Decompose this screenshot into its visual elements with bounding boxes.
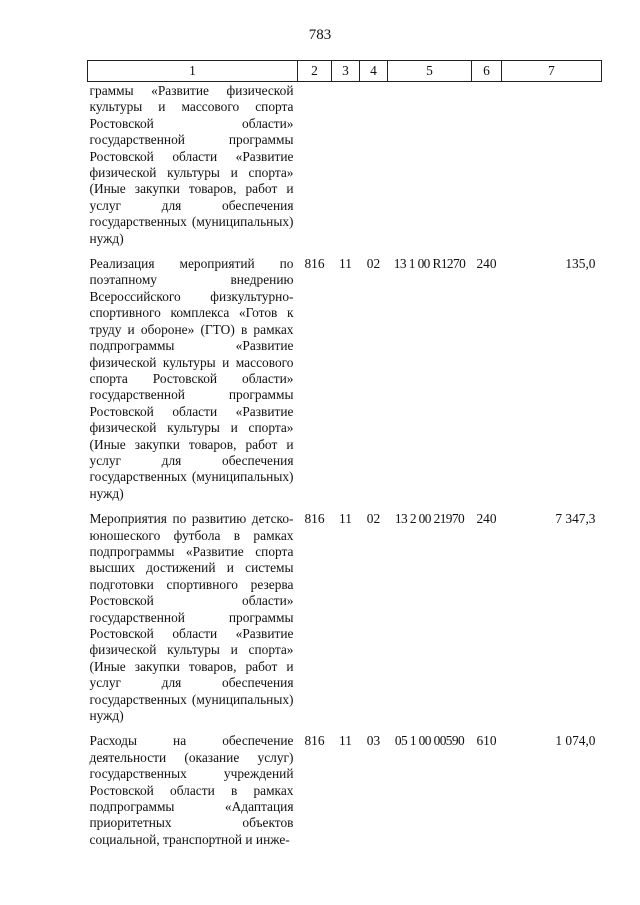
row-expense-type: [472, 82, 502, 254]
row-description: граммы «Развитие физической культуры и массового спорта Ростовской области» государственной программы Ростовской области «Развитие физической культуры и спорта» (Иные закупки товаров, работ и услуг для обеспечения государственных (муниципальных) нужд): [89, 83, 294, 246]
table-header: [88, 61, 602, 82]
row-amount: 7 347,3: [555, 511, 596, 527]
row-ministry-code: 816: [304, 256, 325, 272]
table-row: [88, 253, 602, 508]
row-target-article: 13 2 00 21970: [394, 511, 465, 527]
header-row: [88, 61, 602, 82]
row-subsection-code: 02: [366, 256, 381, 272]
row-target-article: 05 1 00 00590: [394, 733, 465, 749]
table-row: [88, 508, 602, 730]
row-section-code: [332, 82, 360, 254]
row-amount: 1 074,0: [555, 733, 596, 749]
row-subsection-code: 03: [366, 733, 381, 749]
budget-table-container: [87, 60, 601, 854]
row-amount: 135,0: [565, 256, 596, 272]
table-row: [88, 730, 602, 854]
row-ministry-code: 816: [304, 733, 325, 749]
row-subsection-code: 02: [366, 511, 381, 527]
row-amount: [502, 82, 602, 254]
row-target-article: [388, 82, 472, 254]
header-col-3: 3: [332, 61, 360, 82]
header-col-7: 7: [502, 61, 602, 82]
row-expense-type: 240: [476, 256, 497, 272]
row-expense-type: 610: [476, 733, 497, 749]
table-row: [88, 82, 602, 254]
row-target-article: 13 1 00 R1270: [393, 256, 466, 272]
page-number: 783: [308, 27, 332, 43]
row-description: Реализация мероприятий по поэтапному внедрению Всероссийского физкультурно-спортивного комплекса «Готов к труду и обороне» (ГТО) в рамках подпрограммы «Развитие физической культуры и массового спорта Ростовской области» государственной программы Ростовской области «Развитие физической культуры и спорта» (Иные закупки товаров, работ и услуг для обеспечения государственных (муниципальных) нужд): [89, 256, 294, 501]
row-section-code: 11: [339, 733, 352, 749]
budget-table: [87, 60, 602, 854]
header-col-2: 2: [298, 61, 332, 82]
row-section-code: 11: [339, 511, 352, 527]
header-col-1: 1: [88, 61, 298, 82]
table-body: [88, 82, 602, 855]
header-col-4: 4: [360, 61, 388, 82]
row-description: Расходы на обеспечение деятельности (оказание услуг) государственных учреждений Ростовской области в рамках подпрограммы «Адаптация приоритетных объектов социальной, транспортной и инже-: [89, 733, 294, 847]
row-description: Мероприятия по развитию детско-юношеского футбола в рамках подпрограммы «Развитие спорта высших достижений и системы подготовки спортивного резерва Ростовской области» государственной программы Ростовской области «Развитие физической культуры и спорта» (Иные закупки товаров, работ и услуг для обеспечения государственных (муниципальных) нужд): [89, 511, 294, 724]
row-ministry-code: [298, 82, 332, 254]
row-section-code: 11: [339, 256, 352, 272]
row-ministry-code: 816: [304, 511, 325, 527]
header-col-5: 5: [388, 61, 472, 82]
header-col-6: 6: [472, 61, 502, 82]
row-expense-type: 240: [476, 511, 497, 527]
row-subsection-code: [360, 82, 388, 254]
